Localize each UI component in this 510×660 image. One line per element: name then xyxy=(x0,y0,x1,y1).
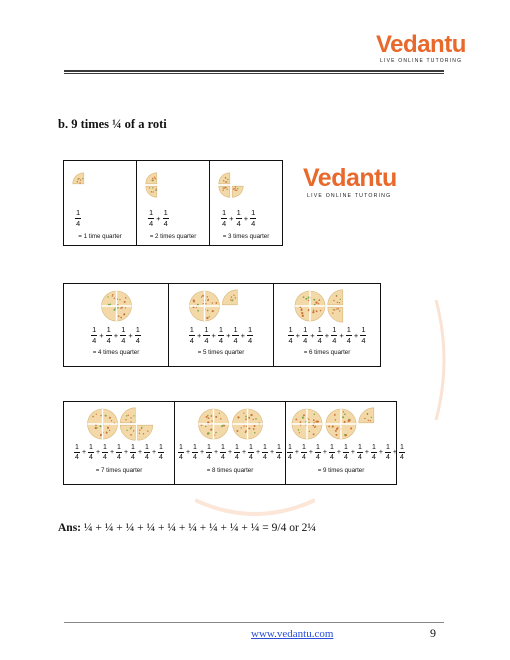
header-logo-wordmark: Vedantu xyxy=(376,31,466,58)
roti-spot xyxy=(313,419,315,421)
roti-spot xyxy=(343,411,344,412)
fraction: $\frac{1}{4}$ xyxy=(222,208,227,228)
fraction: $\frac{1}{4}$ xyxy=(346,325,351,345)
fraction: $\frac{1}{4}$ xyxy=(361,325,366,345)
roti-spot xyxy=(155,190,156,191)
fraction-sum xyxy=(64,209,136,227)
roti-spot xyxy=(301,312,303,314)
roti-cell xyxy=(169,284,274,366)
roti-spot xyxy=(367,414,368,415)
roti-spot xyxy=(106,432,108,434)
roti-illustration xyxy=(274,286,380,326)
roti-spot xyxy=(219,413,220,414)
roti-spot xyxy=(333,300,334,301)
roti-spot xyxy=(308,419,309,420)
roti-spot xyxy=(255,418,257,420)
quarter-count-caption: = 5 times quarter xyxy=(197,349,245,356)
roti-spot xyxy=(126,430,127,431)
roti-spot xyxy=(336,428,338,430)
roti-spot xyxy=(342,416,344,418)
roti-cell xyxy=(210,161,282,245)
quarter-count-caption: = 3 times quarter xyxy=(222,233,270,240)
roti-spot xyxy=(335,419,336,420)
roti-spot xyxy=(313,299,315,301)
fraction: $\frac{1}{4}$ xyxy=(103,444,107,461)
roti-spot xyxy=(332,425,334,427)
roti-spot xyxy=(125,297,127,299)
roti-cell xyxy=(274,284,380,366)
roti-spot xyxy=(139,429,140,430)
fraction: $\frac{1}{4}$ xyxy=(277,444,281,461)
roti-spot xyxy=(79,182,80,183)
roti-spot xyxy=(252,419,253,420)
roti-spot xyxy=(124,301,126,303)
roti-spot xyxy=(302,416,304,418)
roti-spot xyxy=(236,430,238,432)
page-number: 9 xyxy=(430,626,436,640)
fraction-sum: $\frac{1}{4}$ + $\frac{1}{4}$ + $\frac{1}{4}$ + $\frac{1}{4}$ + $\frac{1}{4}$ + $\frac{1}{4}$ + $\frac{1}{4}$ xyxy=(75,444,163,461)
roti-spot xyxy=(206,317,208,319)
roti-spot xyxy=(314,427,315,428)
roti-spot xyxy=(233,188,234,189)
roti-spot xyxy=(348,420,350,422)
quarter-count-caption: = 2 times quarter xyxy=(149,233,197,240)
fraction: $\frac{1}{4}$ xyxy=(106,325,111,345)
fraction: $\frac{1}{4}$ xyxy=(249,444,253,461)
roti-spot xyxy=(143,433,144,434)
roti-spot xyxy=(215,302,217,304)
roti-spot xyxy=(96,427,97,428)
fraction: $\frac{1}{4}$ xyxy=(145,444,149,461)
roti-spot xyxy=(336,308,337,309)
roti-spot xyxy=(107,296,108,297)
roti-illustration xyxy=(286,404,396,444)
watermark-logo-tagline: LIVE ONLINE TUTORING xyxy=(307,193,392,199)
roti-cell xyxy=(137,161,210,245)
fraction: $\frac{1}{4}$ xyxy=(344,444,348,461)
quarter-count-caption: = 9 times quarter xyxy=(317,467,365,474)
roti-spot xyxy=(77,181,78,182)
fraction: $\frac{1}{4}$ xyxy=(303,325,308,345)
fraction: $\frac{1}{4}$ xyxy=(149,208,154,228)
roti-quarter xyxy=(138,425,153,440)
roti-spot xyxy=(112,295,113,296)
roti-spot xyxy=(207,296,208,297)
roti-spot xyxy=(254,425,256,427)
roti-spot xyxy=(313,433,315,435)
roti-spot xyxy=(210,429,212,431)
watermark-logo-wordmark: Vedantu xyxy=(303,164,397,192)
roti-spot xyxy=(312,424,314,426)
roti-quarter xyxy=(328,290,343,305)
roti-spot xyxy=(130,417,131,418)
roti-spot xyxy=(334,309,335,310)
roti-spot xyxy=(227,179,228,180)
roti-spot xyxy=(240,427,241,428)
roti-spot xyxy=(298,429,300,431)
roti-cell xyxy=(64,161,137,245)
full-roti xyxy=(233,409,263,439)
roti-cell xyxy=(286,402,404,484)
roti-spot xyxy=(114,298,115,299)
roti-spot xyxy=(237,416,239,418)
roti-spot xyxy=(207,432,209,434)
fraction: $\frac{1}{4}$ xyxy=(89,444,93,461)
roti-spot xyxy=(220,418,221,419)
roti-spot xyxy=(105,415,107,417)
roti-spot xyxy=(233,294,234,295)
roti-spot xyxy=(205,303,206,304)
fraction: $\frac{1}{4}$ xyxy=(159,444,163,461)
fraction: $\frac{1}{4}$ xyxy=(218,325,224,345)
fraction-sum: $\frac{1}{4}$ + $\frac{1}{4}$ xyxy=(149,208,168,228)
roti-illustration xyxy=(64,163,137,203)
roti-spot xyxy=(109,430,110,431)
roti-spot xyxy=(205,426,207,428)
roti-spot xyxy=(223,180,224,181)
answer-line xyxy=(58,522,316,534)
roti-spot xyxy=(197,310,199,312)
roti-spot xyxy=(130,421,131,422)
fraction: $\frac{1}{4}$ xyxy=(76,208,81,228)
roti-illustration xyxy=(64,404,175,444)
roti-spot xyxy=(154,177,155,178)
fraction-row-2 xyxy=(63,283,381,367)
quarter-count-caption: = 1 time quarter xyxy=(78,233,122,240)
roti-spot xyxy=(109,417,111,419)
roti-spot xyxy=(117,307,119,309)
fraction-row-1 xyxy=(63,160,283,246)
roti-spot xyxy=(202,295,204,297)
header-rule-thin xyxy=(64,73,444,74)
fraction: $\frac{1}{4}$ xyxy=(204,325,209,345)
roti-spot xyxy=(334,414,336,416)
fraction: $\frac{1}{4}$ xyxy=(179,444,183,461)
roti-spot xyxy=(152,187,153,188)
roti-illustration xyxy=(64,286,169,326)
roti-spot xyxy=(336,296,337,297)
fraction: $\frac{1}{4}$ xyxy=(92,325,97,345)
fraction: $\frac{1}{4}$ xyxy=(358,444,362,461)
fraction: $\frac{1}{4}$ xyxy=(163,208,168,228)
fraction-sum: $\frac{1}{4}$ + $\frac{1}{4}$ + $\frac{1}{4}$ + $\frac{1}{4}$ + $\frac{1}{4}$ xyxy=(189,325,253,345)
roti-spot xyxy=(212,310,214,312)
roti-spot xyxy=(332,312,333,313)
roti-spot xyxy=(243,425,244,426)
roti-illustration xyxy=(137,163,210,203)
roti-spot xyxy=(309,431,310,432)
roti-spot xyxy=(133,415,134,416)
roti-spot xyxy=(248,417,250,419)
roti-spot xyxy=(235,186,236,187)
roti-spot xyxy=(234,188,235,189)
roti-spot xyxy=(303,414,305,416)
roti-spot xyxy=(107,427,109,429)
roti-spot xyxy=(130,427,131,428)
fraction: $\frac{1}{4}$ xyxy=(189,325,194,345)
fraction: $\frac{1}{4}$ xyxy=(235,444,239,461)
roti-spot xyxy=(214,435,215,436)
fraction: $\frac{1}{4}$ xyxy=(248,325,253,345)
partial-roti xyxy=(219,173,243,197)
roti-quarter xyxy=(328,307,343,322)
roti-spot xyxy=(80,179,81,180)
roti-spot xyxy=(208,299,209,300)
roti-spot xyxy=(254,432,256,434)
section-heading: b. 9 times ¼ of a roti xyxy=(58,117,167,131)
fraction: $\frac{1}{4}$ xyxy=(117,444,121,461)
roti-spot xyxy=(82,178,83,179)
fraction: $\frac{1}{4}$ xyxy=(135,325,140,345)
fraction-row-3 xyxy=(63,401,404,485)
roti-spot xyxy=(96,414,97,415)
fraction: $\frac{1}{4}$ xyxy=(316,444,320,461)
roti-spot xyxy=(141,427,142,428)
fraction: $\frac{1}{4}$ xyxy=(236,208,241,228)
roti-spot xyxy=(243,412,244,413)
roti-spot xyxy=(333,309,334,310)
roti-spot xyxy=(300,309,302,311)
roti-spot xyxy=(328,426,330,428)
roti-quarter xyxy=(359,408,374,423)
full-roti xyxy=(199,409,229,439)
fraction: $\frac{1}{4}$ xyxy=(251,208,256,228)
roti-spot xyxy=(312,311,314,313)
roti-spot xyxy=(249,428,251,430)
roti-spot xyxy=(370,420,371,421)
fraction: $\frac{1}{4}$ xyxy=(330,444,334,461)
roti-spot xyxy=(303,296,305,298)
roti-spot xyxy=(364,418,365,419)
fraction: $\frac{1}{4}$ xyxy=(386,444,390,461)
roti-spot xyxy=(208,417,210,419)
watermark-logo xyxy=(303,166,397,199)
roti-spot xyxy=(368,420,369,421)
roti-spot xyxy=(371,417,372,418)
roti-spot xyxy=(225,181,226,182)
roti-spot xyxy=(123,313,125,315)
roti-spot xyxy=(118,315,120,317)
answer-text: ¼ + ¼ + ¼ + ¼ + ¼ + ¼ + ¼ + ¼ + ¼ = 9/4 or 2¼ xyxy=(81,522,317,534)
roti-spot xyxy=(302,315,304,317)
roti-spot xyxy=(231,296,232,297)
roti-spot xyxy=(152,191,153,192)
roti-spot xyxy=(215,416,217,418)
fraction: $\frac{1}{4}$ xyxy=(372,444,376,461)
fraction: $\frac{1}{4}$ xyxy=(75,444,79,461)
roti-spot xyxy=(235,189,236,190)
partial-roti xyxy=(359,408,374,423)
roti-quarter xyxy=(219,173,230,184)
roti-spot xyxy=(231,300,232,301)
roti-spot xyxy=(196,307,197,308)
roti-illustration xyxy=(169,286,274,326)
fraction: $\frac{1}{4}$ xyxy=(233,325,238,345)
roti-spot xyxy=(156,189,157,190)
roti-spot xyxy=(215,432,217,434)
roti-cell xyxy=(64,284,169,366)
fraction: $\frac{1}{4}$ xyxy=(207,444,211,461)
roti-spot xyxy=(112,294,113,295)
roti-spot xyxy=(250,414,252,416)
answer-label: Ans: xyxy=(58,522,82,534)
roti-spot xyxy=(344,413,346,415)
roti-spot xyxy=(350,427,352,429)
roti-spot xyxy=(313,310,314,311)
full-roti xyxy=(292,409,322,439)
fraction: $\frac{1}{4}$ xyxy=(317,325,322,345)
roti-cell xyxy=(175,402,286,484)
fraction-sum: $\frac{1}{4}$ + $\frac{1}{4}$ + $\frac{1}{4}$ xyxy=(222,208,256,228)
quarter-count-caption: = 8 times quarter xyxy=(206,467,254,474)
roti-spot xyxy=(222,189,223,190)
roti-spot xyxy=(78,178,79,179)
footer-website-link[interactable]: www.vedantu.com xyxy=(251,628,334,640)
roti-spot xyxy=(211,415,213,417)
watermark-arc-right xyxy=(434,300,454,420)
roti-spot xyxy=(315,301,317,303)
roti-spot xyxy=(100,425,102,427)
roti-spot xyxy=(318,299,320,301)
roti-spot xyxy=(337,302,338,303)
roti-spot xyxy=(335,430,337,432)
roti-spot xyxy=(318,303,319,304)
roti-spot xyxy=(152,178,153,179)
roti-quarter xyxy=(73,173,84,184)
roti-spot xyxy=(125,419,126,420)
roti-spot xyxy=(207,310,209,312)
partial-roti xyxy=(73,173,84,184)
roti-spot xyxy=(305,298,307,300)
roti-spot xyxy=(317,420,319,422)
roti-spot xyxy=(120,317,122,319)
fraction: $\frac{1}{4}$ xyxy=(332,325,337,345)
roti-quarter xyxy=(120,425,135,440)
fraction-sum: $\frac{1}{4}$ + $\frac{1}{4}$ + $\frac{1}{4}$ + $\frac{1}{4}$ xyxy=(92,325,140,345)
roti-spot xyxy=(130,434,131,435)
roti-spot xyxy=(253,428,255,430)
roti-spot xyxy=(344,421,346,423)
roti-spot xyxy=(236,190,237,191)
roti-spot xyxy=(335,434,337,436)
roti-spot xyxy=(128,415,129,416)
partial-roti xyxy=(222,290,237,305)
fraction: $\frac{1}{4}$ xyxy=(221,444,225,461)
roti-spot xyxy=(344,434,346,436)
quarter-count-caption: = 7 times quarter xyxy=(95,467,143,474)
full-roti xyxy=(88,409,118,439)
fraction: $\frac{1}{4}$ xyxy=(131,444,135,461)
roti-spot xyxy=(207,415,208,416)
header-logo xyxy=(376,33,466,64)
roti-spot xyxy=(133,430,134,431)
roti-spot xyxy=(152,180,153,181)
roti-spot xyxy=(126,415,127,416)
roti-spot xyxy=(113,309,115,311)
roti-spot xyxy=(237,188,238,189)
roti-cell xyxy=(64,402,175,484)
roti-spot xyxy=(151,191,152,192)
roti-illustration xyxy=(175,404,286,444)
roti-spot xyxy=(235,297,236,298)
partial-roti xyxy=(120,408,152,440)
roti-spot xyxy=(314,414,316,416)
roti-spot xyxy=(193,300,195,302)
roti-spot xyxy=(300,421,302,423)
full-roti xyxy=(190,291,220,321)
roti-spot xyxy=(147,430,148,431)
partial-roti xyxy=(146,173,157,197)
fraction: $\frac{1}{4}$ xyxy=(288,444,292,461)
fraction: $\frac{1}{4}$ xyxy=(193,444,197,461)
fraction: $\frac{1}{4}$ xyxy=(263,444,267,461)
roti-illustration xyxy=(210,163,282,203)
roti-spot xyxy=(225,177,226,178)
full-roti xyxy=(295,291,325,321)
roti-spot xyxy=(295,418,297,420)
full-roti xyxy=(102,291,132,321)
header-logo-tagline: LIVE ONLINE TUTORING xyxy=(380,58,463,64)
roti-spot xyxy=(339,310,340,311)
roti-spot xyxy=(340,299,341,300)
fraction: $\frac{1}{4}$ xyxy=(288,325,293,345)
footer-rule xyxy=(64,622,444,623)
roti-spot xyxy=(350,419,351,420)
roti-spot xyxy=(339,302,340,303)
roti-spot xyxy=(139,433,140,434)
roti-spot xyxy=(125,307,126,308)
roti-spot xyxy=(209,316,210,317)
roti-spot xyxy=(227,189,228,190)
fraction-sum: $\frac{1}{4}$ + $\frac{1}{4}$ + $\frac{1}{4}$ + $\frac{1}{4}$ + $\frac{1}{4}$ + $\frac{1}{4}$ + $\frac{1}{4}$ + $\frac{1}{4}$ xyxy=(179,444,281,461)
fraction: $\frac{1}{4}$ xyxy=(121,325,126,345)
roti-spot xyxy=(206,416,208,418)
roti-spot xyxy=(155,178,156,179)
fraction: $\frac{1}{4}$ xyxy=(400,444,404,461)
quarter-count-caption: = 4 times quarter xyxy=(92,349,140,356)
fraction-sum: $\frac{1}{4}$ + $\frac{1}{4}$ + $\frac{1}{4}$ + $\frac{1}{4}$ + $\frac{1}{4}$ + $\frac{1}{4}$ + $\frac{1}{4}$ + $\frac{1}{4}$ + $\frac{1}{4}$ xyxy=(288,444,404,461)
roti-spot xyxy=(120,308,121,309)
roti-spot xyxy=(92,416,94,418)
roti-spot xyxy=(226,181,227,182)
fraction: $\frac{1}{4}$ xyxy=(302,444,306,461)
fraction-sum: $\frac{1}{4}$ + $\frac{1}{4}$ + $\frac{1}{4}$ + $\frac{1}{4}$ + $\frac{1}{4}$ + $\frac{1}{4}$ xyxy=(288,325,366,345)
roti-spot xyxy=(201,296,202,297)
roti-spot xyxy=(111,420,112,421)
header-rule xyxy=(64,70,444,72)
full-roti xyxy=(326,409,356,439)
roti-quarter xyxy=(232,186,243,197)
roti-quarter xyxy=(222,290,237,305)
roti-spot xyxy=(119,299,120,300)
roti-spot xyxy=(130,428,131,429)
roti-spot xyxy=(212,302,213,303)
partial-roti xyxy=(328,290,343,322)
roti-spot xyxy=(308,300,309,301)
quarter-count-caption: = 6 times quarter xyxy=(303,349,351,356)
roti-spot xyxy=(225,187,226,188)
roti-spot xyxy=(338,308,339,309)
roti-spot xyxy=(308,422,309,423)
roti-spot xyxy=(316,310,318,312)
roti-spot xyxy=(299,432,300,433)
roti-spot xyxy=(149,187,150,188)
roti-spot xyxy=(320,310,322,312)
roti-spot xyxy=(230,299,231,300)
